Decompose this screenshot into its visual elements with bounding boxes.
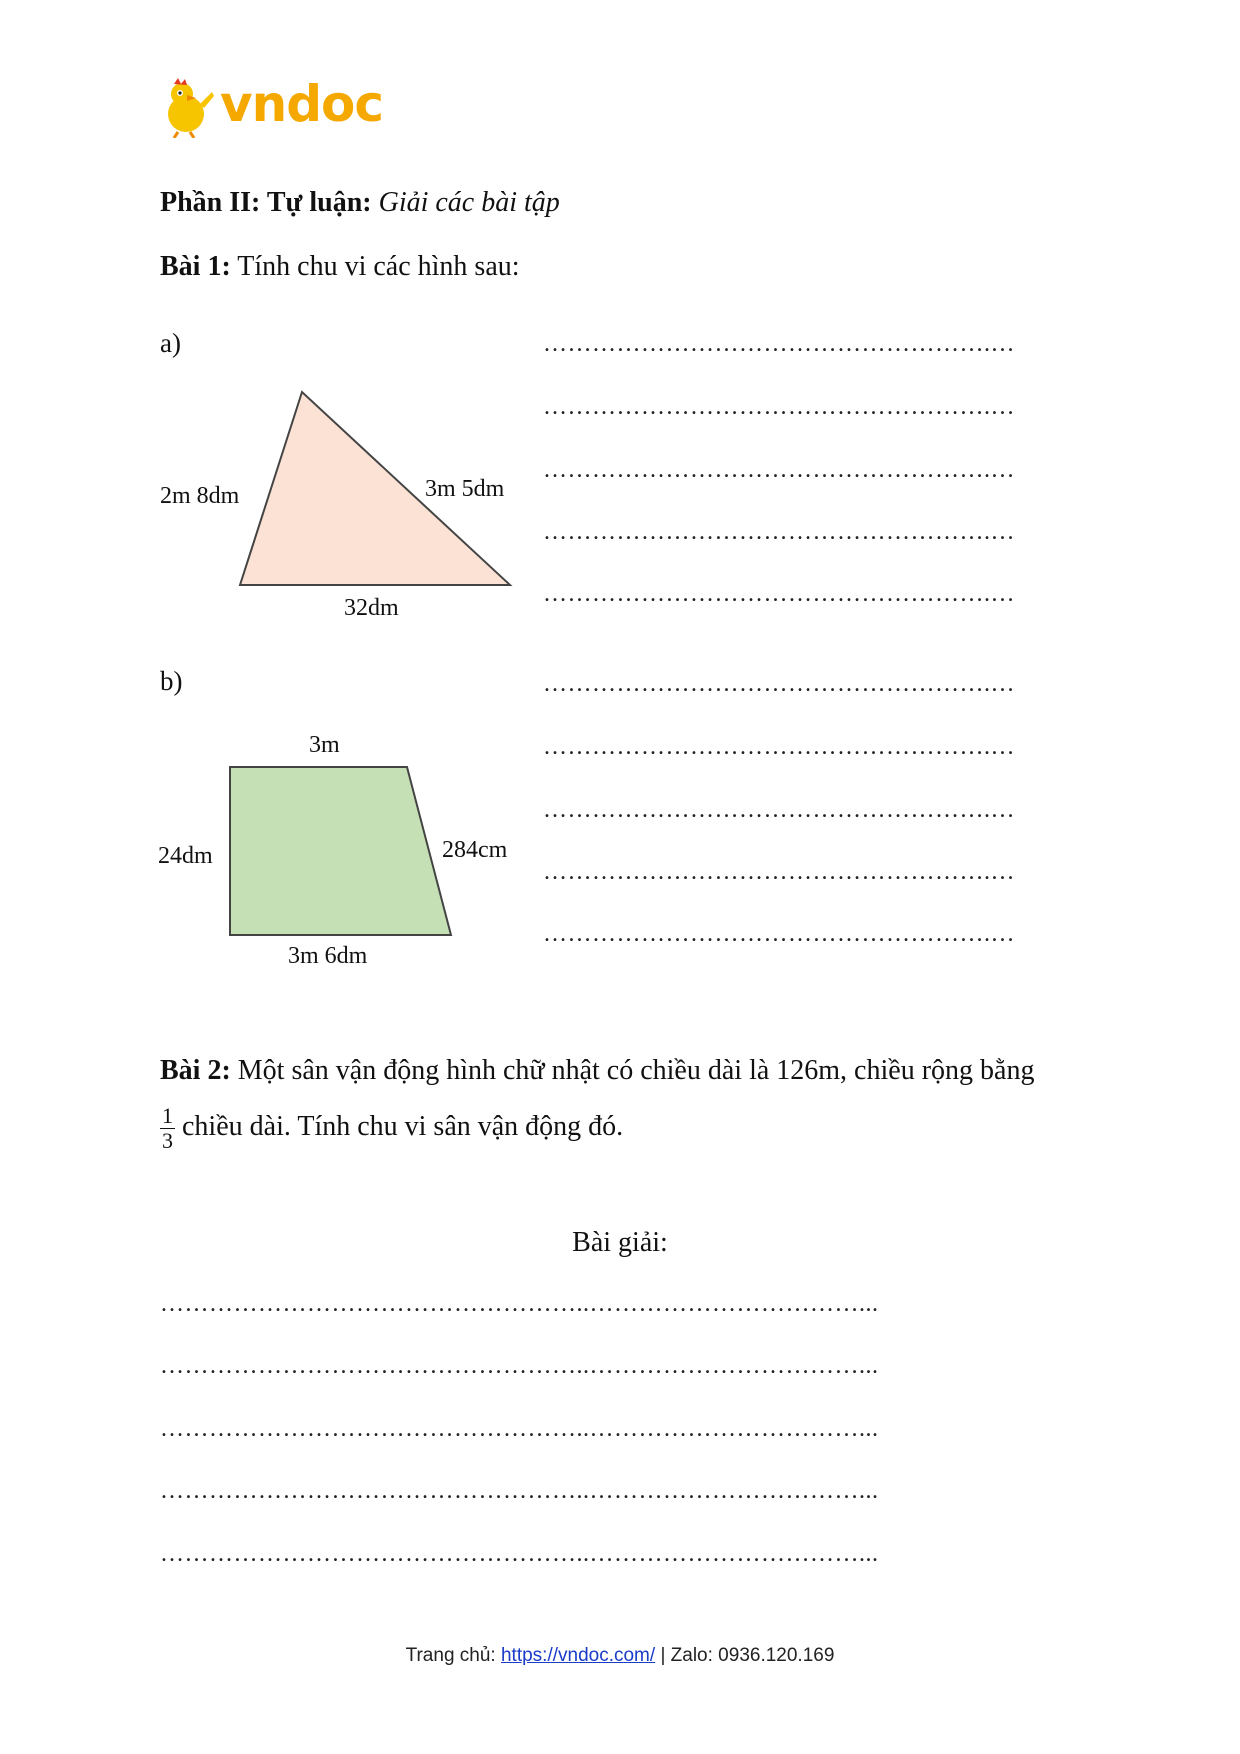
- exercise-2-line-2: [160, 1104, 623, 1153]
- homepage-link[interactable]: https://vndoc.com/: [500, 1645, 656, 1666]
- answer-line[interactable]: ……………………………………………….…: [543, 457, 1015, 483]
- footer-prefix: Trang chủ:: [405, 1645, 501, 1666]
- fraction-denominator: 3: [162, 1128, 173, 1153]
- answer-line[interactable]: ……………………………………………….…: [543, 394, 1015, 420]
- answer-line[interactable]: ……………………………………………….…: [543, 331, 1015, 357]
- fraction-numerator: 1: [162, 1103, 173, 1128]
- solution-line[interactable]: ……………………………………………..……………………………...: [160, 1291, 879, 1317]
- answer-line[interactable]: ……………………………………………….…: [543, 859, 1015, 885]
- exercise-1-text: Tính chu vi các hình sau:: [237, 251, 520, 282]
- trapezoid-right-side-label: 284cm: [442, 837, 508, 863]
- exercise-2-text-1: Một sân vận động hình chữ nhật có chiều dài là 126m, chiều rộng bằng: [237, 1055, 1035, 1086]
- trapezoid-top-side-label: 3m: [309, 732, 340, 758]
- vndoc-logo: [160, 75, 400, 138]
- exercise-2-line-1: [160, 1054, 1034, 1088]
- solution-title: Bài giải:: [572, 1227, 668, 1258]
- trapezoid-bottom-side-label: 3m 6dm: [288, 943, 368, 969]
- solution-line[interactable]: ……………………………………………..……………………………...: [160, 1416, 879, 1442]
- page-footer: [0, 1645, 1240, 1667]
- trapezoid-left-side-label: 24dm: [158, 843, 213, 869]
- footer-suffix: | Zalo: 0936.120.169: [655, 1645, 835, 1666]
- answer-line[interactable]: ……………………………………………….…: [543, 519, 1015, 545]
- exercise-2-text-2: chiều dài. Tính chu vi sân vận động đó.: [182, 1110, 624, 1142]
- answer-line[interactable]: ……………………………………………….…: [543, 734, 1015, 760]
- trapezoid-figure: [225, 760, 455, 940]
- trapezoid-shape: [230, 767, 451, 935]
- exercise-2-label: Bài 2:: [160, 1055, 231, 1086]
- chicken-mascot-icon: [160, 78, 218, 138]
- section-subtitle: Giải các bài tập: [378, 187, 560, 218]
- answer-line[interactable]: ……………………………………………….…: [543, 797, 1015, 823]
- solution-line[interactable]: ……………………………………………..……………………………...: [160, 1478, 879, 1504]
- answer-line[interactable]: ……………………………………………….…: [543, 921, 1015, 947]
- part-b-label: b): [160, 666, 183, 696]
- fraction-one-third: [160, 1104, 175, 1153]
- triangle-bottom-side-label: 32dm: [344, 595, 399, 621]
- logo-text: vndoc: [220, 75, 383, 133]
- part-a-label: a): [160, 328, 181, 358]
- section-heading: [160, 186, 560, 220]
- answer-line[interactable]: ……………………………………………….…: [543, 581, 1015, 607]
- exercise-1-heading: [160, 250, 520, 284]
- answer-line[interactable]: ……………………………………………….…: [543, 671, 1015, 697]
- solution-line[interactable]: ……………………………………………..……………………………...: [160, 1353, 879, 1379]
- section-title: Phần II: Tự luận:: [160, 187, 372, 218]
- triangle-right-side-label: 3m 5dm: [425, 476, 505, 502]
- exercise-1-label: Bài 1:: [160, 251, 231, 282]
- triangle-left-side-label: 2m 8dm: [160, 483, 240, 509]
- solution-line[interactable]: ……………………………………………..……………………………...: [160, 1541, 879, 1567]
